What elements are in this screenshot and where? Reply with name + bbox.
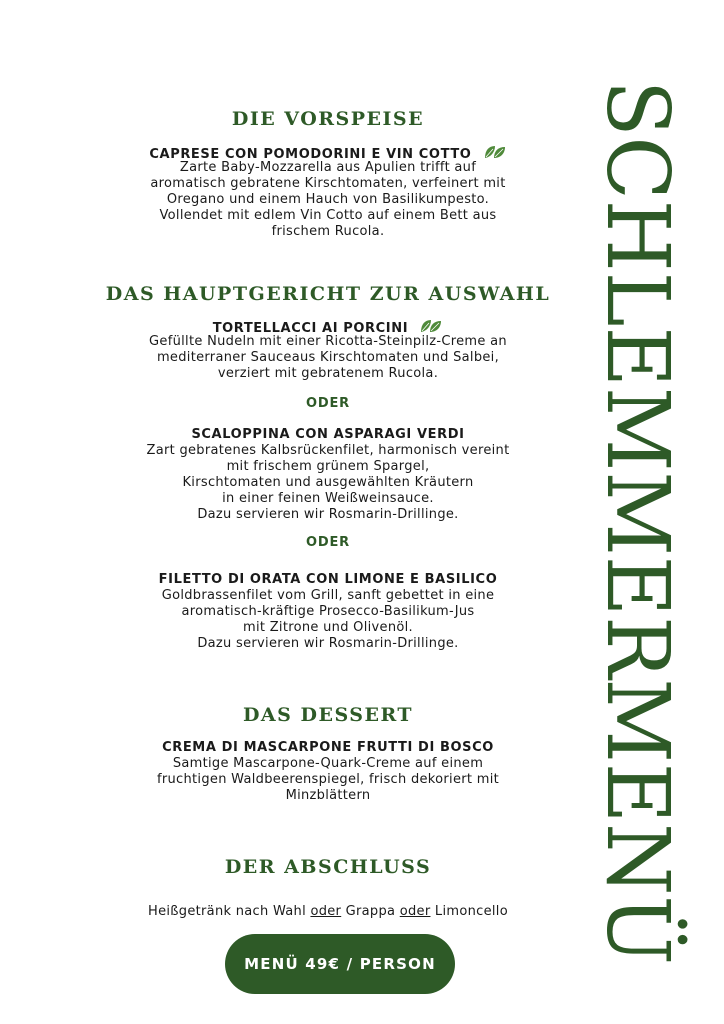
dish-desc-caprese: Zarte Baby-Mozzarella aus Apulien trifft auf aromatisch gebratene Kirschtomaten, verfeinert mit Oregano und einem Hauch von Basilikumpesto. Vollendet mit edlem Vin Cotto auf einem Bett aus frischem Rucola.	[150, 160, 506, 239]
section-title-hauptgericht: DAS HAUPTGERICHT ZUR AUSWAHL	[105, 283, 551, 305]
price-button[interactable]: MENÜ 49€ / PERSON	[225, 934, 455, 994]
drink-option: Grappa	[345, 904, 396, 919]
dish-desc-tortellacci: Gefüllte Nudeln mit einer Ricotta-Steinpilz-Creme an mediterraner Sauceaus Kirschtomaten und Salbei, verziert mit gebratenem Rucola.	[149, 334, 507, 381]
drink-option: Heißgetränk nach Wahl	[148, 904, 307, 919]
side-title-text: SCHLEMMERMENÜ	[587, 80, 687, 1002]
closing-drinks	[40, 904, 616, 919]
oder-separator: ODER	[306, 396, 350, 411]
section-title-vorspeise: DIE VORSPEISE	[231, 108, 425, 130]
or-word: oder	[399, 904, 431, 919]
section-title-dessert: DAS DESSERT	[242, 704, 414, 726]
dish-title-crema: CREMA DI MASCARPONE FRUTTI DI BOSCO	[162, 740, 494, 755]
dish-name: CAPRESE CON POMODORINI E VIN COTTO	[149, 147, 472, 162]
section-title-abschluss: DER ABSCHLUSS	[224, 856, 432, 878]
dish-title-scaloppina: SCALOPPINA CON ASPARAGI VERDI	[191, 427, 465, 442]
side-title	[587, 80, 694, 1002]
dish-desc-scaloppina: Zart gebratenes Kalbsrückenfilet, harmonisch vereint mit frischem grünem Spargel, Kirschtomaten und ausgewählten Kräutern in einer feinen Weißweinsauce. Dazu servieren wir Rosmarin-Drillinge.	[146, 443, 510, 522]
or-word: oder	[310, 904, 342, 919]
dish-title-orata: FILETTO DI ORATA CON LIMONE E BASILICO	[158, 572, 498, 587]
drink-option: Limoncello	[434, 904, 508, 919]
dish-name: TORTELLACCI AI PORCINI	[212, 321, 409, 336]
dish-desc-crema: Samtige Mascarpone-Quark-Creme auf einem fruchtigen Waldbeerenspiegel, frisch dekoriert mit Minzblättern	[156, 756, 500, 803]
dish-desc-orata: Goldbrassenfilet vom Grill, sanft gebettet in eine aromatisch-kräftige Prosecco-Basilikum-Jus mit Zitrone und Olivenöl. Dazu servieren wir Rosmarin-Drillinge.	[161, 588, 495, 651]
oder-separator: ODER	[306, 535, 350, 550]
